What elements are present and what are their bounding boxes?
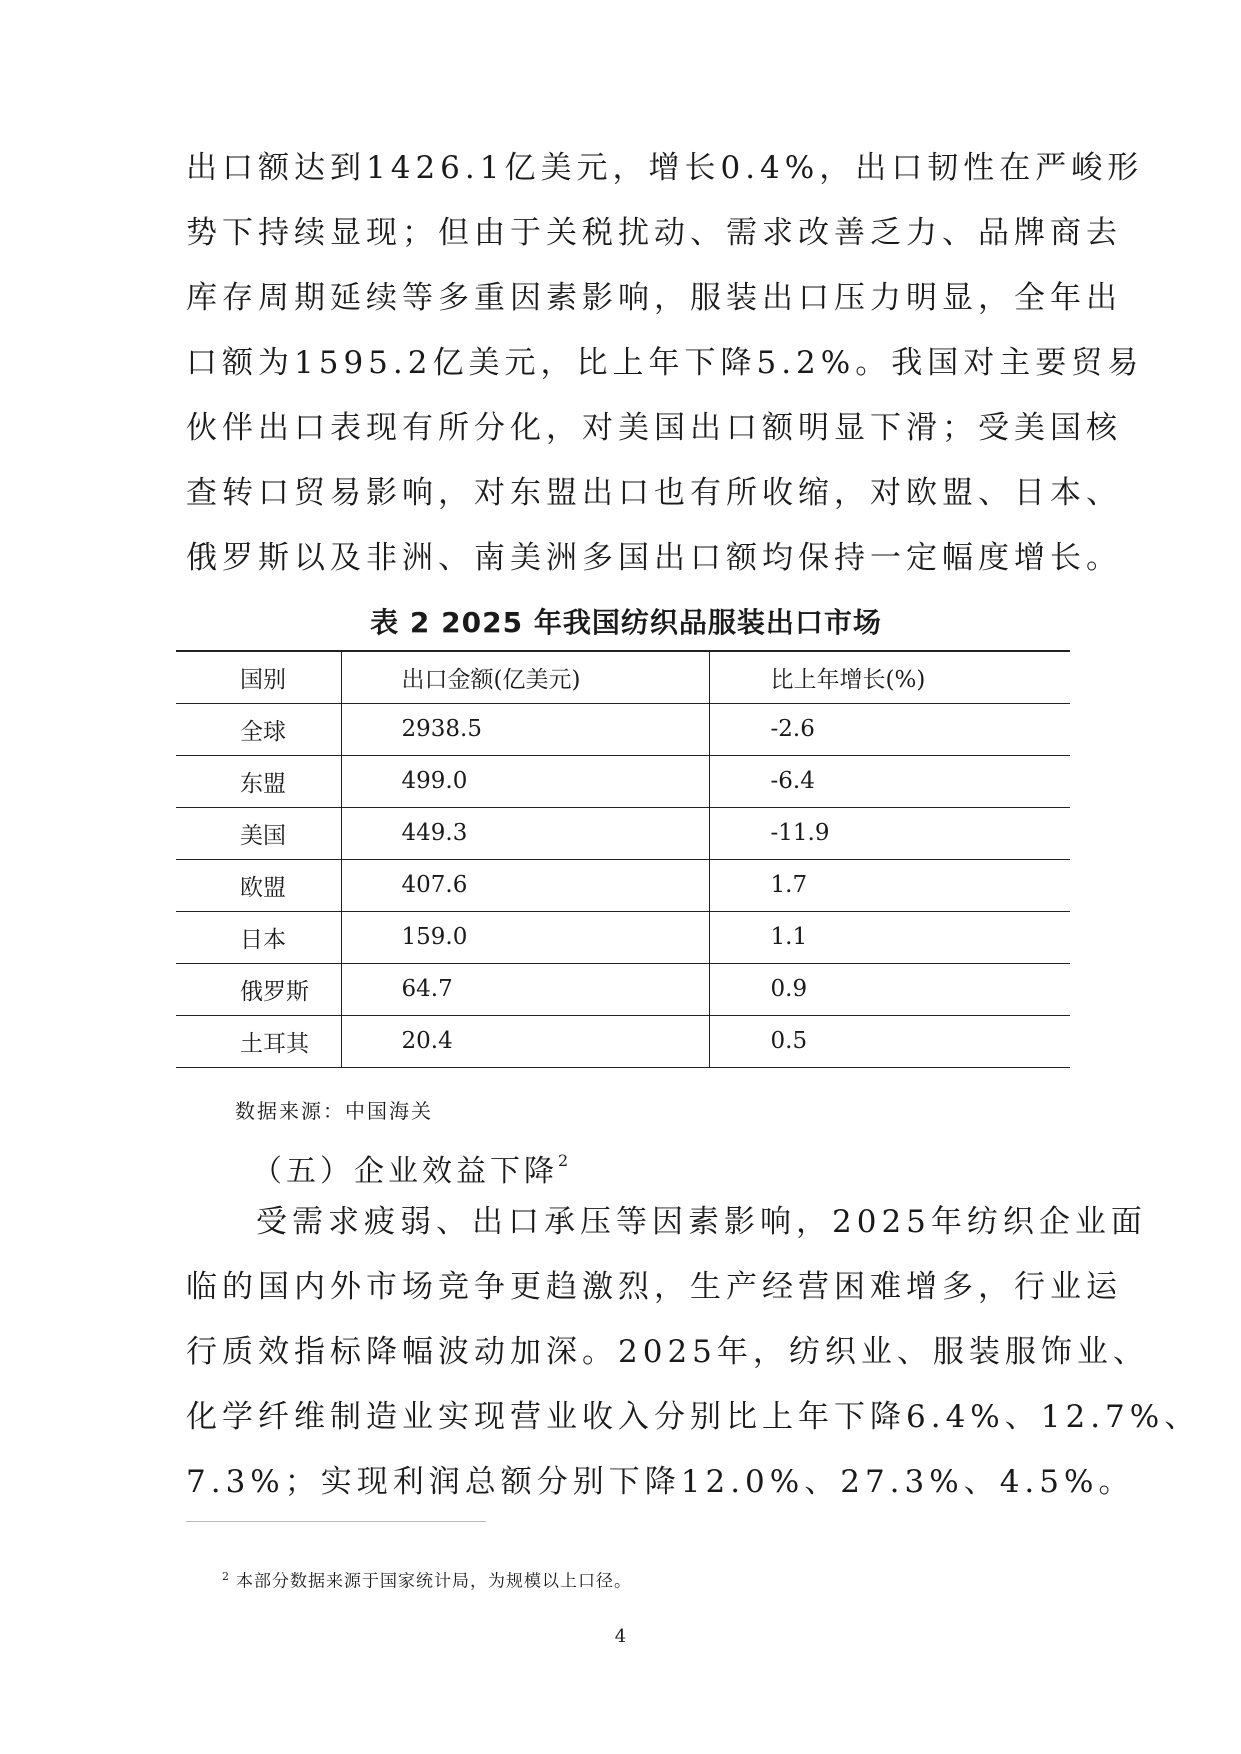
section-heading-text: （五）企业效益下降 (252, 1154, 558, 1189)
table-row (176, 1015, 1070, 1067)
cell-amount: 159.0 (341, 911, 709, 963)
cell-growth: -2.6 (709, 703, 1070, 755)
table-row (176, 807, 1070, 859)
cell-country: 欧盟 (176, 859, 341, 911)
cell-country: 东盟 (176, 755, 341, 807)
table-row (176, 703, 1070, 755)
cell-amount: 499.0 (341, 755, 709, 807)
table-row (176, 755, 1070, 807)
cell-growth: 1.1 (709, 911, 1070, 963)
header-cell-amount: 出口金额(亿美元) (341, 651, 709, 703)
table-row (176, 911, 1070, 963)
paragraph-profit (186, 1190, 1201, 1515)
cell-growth: 0.5 (709, 1015, 1070, 1067)
footnote-marker: 2 (222, 1570, 230, 1583)
cell-amount: 407.6 (341, 859, 709, 911)
table-row (176, 859, 1070, 911)
export-market-table (176, 650, 1070, 1068)
text-line: 7.3%；实现利润总额分别下降12.0%、27.3%、4.5%。 (186, 1464, 1135, 1500)
text-line: 俄罗斯以及非洲、南美洲多国出口额均保持一定幅度增长。 (186, 540, 1122, 576)
text-line: 伙伴出口表现有所分化，对美国出口额明显下滑；受美国核 (186, 410, 1122, 446)
text-line: 化学纤维制造业实现营业收入分别比上年下降6.4%、12.7%、 (186, 1399, 1201, 1435)
text-line: 临的国内外市场竞争更趋激烈，生产经营困难增多，行业运 (186, 1269, 1122, 1305)
footnote-divider (186, 1521, 486, 1522)
header-cell-country: 国别 (176, 651, 341, 703)
table-source-note: 数据来源：中国海关 (235, 1099, 433, 1123)
paragraph-export (186, 136, 1144, 591)
cell-country: 美国 (176, 807, 341, 859)
cell-country: 全球 (176, 703, 341, 755)
cell-growth: -6.4 (709, 755, 1070, 807)
table-title: 表 2 2025 年我国纺织品服装出口市场 (370, 606, 882, 639)
cell-country: 日本 (176, 911, 341, 963)
section-heading (252, 1140, 568, 1197)
text-line: 受需求疲弱、出口承压等因素影响，2025年纺织企业面 (256, 1204, 1147, 1240)
text-line: 势下持续显现；但由于关税扰动、需求改善乏力、品牌商去 (186, 215, 1122, 251)
header-cell-growth: 比上年增长(%) (709, 651, 1070, 703)
text-line: 行质效指标降幅波动加深。2025年，纺织业、服装服饰业、 (186, 1334, 1149, 1370)
footnote-reference[interactable]: 2 (558, 1151, 569, 1170)
cell-growth: 0.9 (709, 963, 1070, 1015)
cell-growth: 1.7 (709, 859, 1070, 911)
text-line: 口额为1595.2亿美元，比上年下降5.2%。我国对主要贸易 (186, 345, 1144, 381)
cell-growth: -11.9 (709, 807, 1070, 859)
text-line: 查转口贸易影响，对东盟出口也有所收缩，对欧盟、日本、 (186, 475, 1122, 511)
text-line: 出口额达到1426.1亿美元，增长0.4%，出口韧性在严峻形 (186, 150, 1144, 186)
footnote-text: 本部分数据来源于国家统计局，为规模以上口径。 (236, 1571, 632, 1592)
cell-amount: 449.3 (341, 807, 709, 859)
cell-amount: 20.4 (341, 1015, 709, 1067)
table-row (176, 963, 1070, 1015)
text-line: 库存周期延续等多重因素影响，服装出口压力明显，全年出 (186, 280, 1122, 316)
cell-country: 俄罗斯 (176, 963, 341, 1015)
cell-amount: 64.7 (341, 963, 709, 1015)
table-header-row (176, 651, 1070, 703)
cell-country: 土耳其 (176, 1015, 341, 1067)
cell-amount: 2938.5 (341, 703, 709, 755)
footnote (222, 1564, 632, 1595)
page-number: 4 (614, 1626, 627, 1647)
